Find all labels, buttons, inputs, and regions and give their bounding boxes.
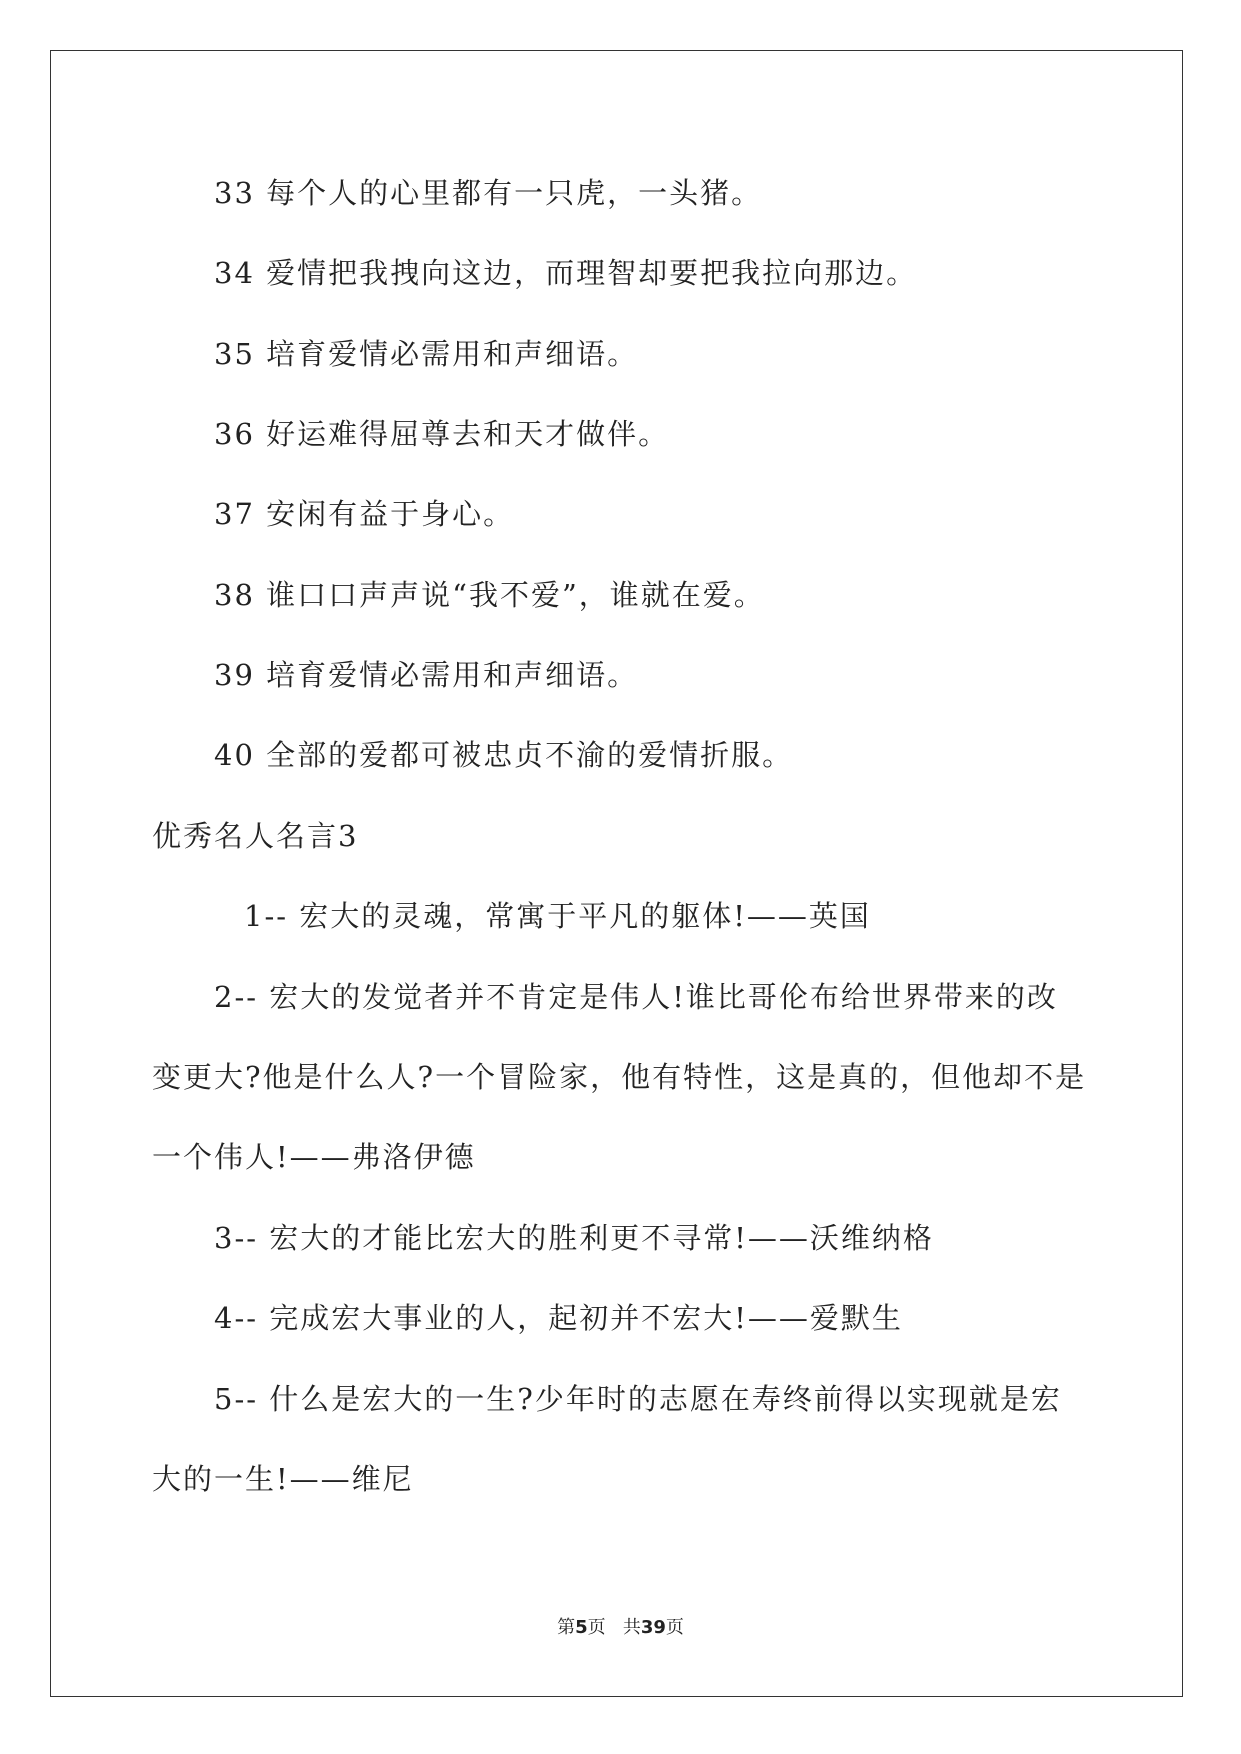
footer-prefix: 第 xyxy=(557,1617,576,1638)
footer-page-suffix: 页 xyxy=(587,1617,606,1638)
page-border xyxy=(50,50,1183,1697)
footer-total-suffix: 页 xyxy=(665,1617,684,1638)
quote-line-1: 1-- 宏大的灵魂，常寓于平凡的躯体!——英国 xyxy=(244,899,871,933)
quote-line-3: 3-- 宏大的才能比宏大的胜利更不寻常!——沃维纳格 xyxy=(214,1221,934,1255)
text-line-36: 36 好运难得屈尊去和天才做伴。 xyxy=(214,417,670,451)
footer-page-number: 5 xyxy=(575,1617,588,1638)
quote-line-4: 4-- 完成宏大事业的人，起初并不宏大!——爱默生 xyxy=(214,1301,903,1335)
quote-line-5a: 5-- 什么是宏大的一生?少年时的志愿在寿终前得以实现就是宏 xyxy=(214,1382,1062,1416)
quote-line-2c: 一个伟人!——弗洛伊德 xyxy=(152,1140,476,1174)
text-line-37: 37 安闲有益于身心。 xyxy=(214,497,515,531)
text-line-38: 38 谁口口声声说“我不爱”，谁就在爱。 xyxy=(214,578,765,612)
section-title: 优秀名人名言3 xyxy=(152,819,359,853)
footer-total-prefix: 共 xyxy=(622,1617,641,1638)
text-line-39: 39 培育爱情必需用和声细语。 xyxy=(214,658,639,692)
text-line-33: 33 每个人的心里都有一只虎，一头猪。 xyxy=(214,176,763,210)
quote-line-2a: 2-- 宏大的发觉者并不肯定是伟人!谁比哥伦布给世界带来的改 xyxy=(214,980,1058,1014)
text-line-35: 35 培育爱情必需用和声细语。 xyxy=(214,337,639,371)
quote-line-2b: 变更大?他是什么人?一个冒险家，他有特性，这是真的，但他却不是 xyxy=(152,1060,1087,1094)
page-footer xyxy=(0,1613,1241,1639)
text-line-34: 34 爱情把我拽向这边，而理智却要把我拉向那边。 xyxy=(214,256,918,290)
text-line-40: 40 全部的爱都可被忠贞不渝的爱情折服。 xyxy=(214,738,794,772)
footer-total-pages: 39 xyxy=(640,1617,666,1638)
quote-line-5b: 大的一生!——维尼 xyxy=(152,1462,414,1496)
